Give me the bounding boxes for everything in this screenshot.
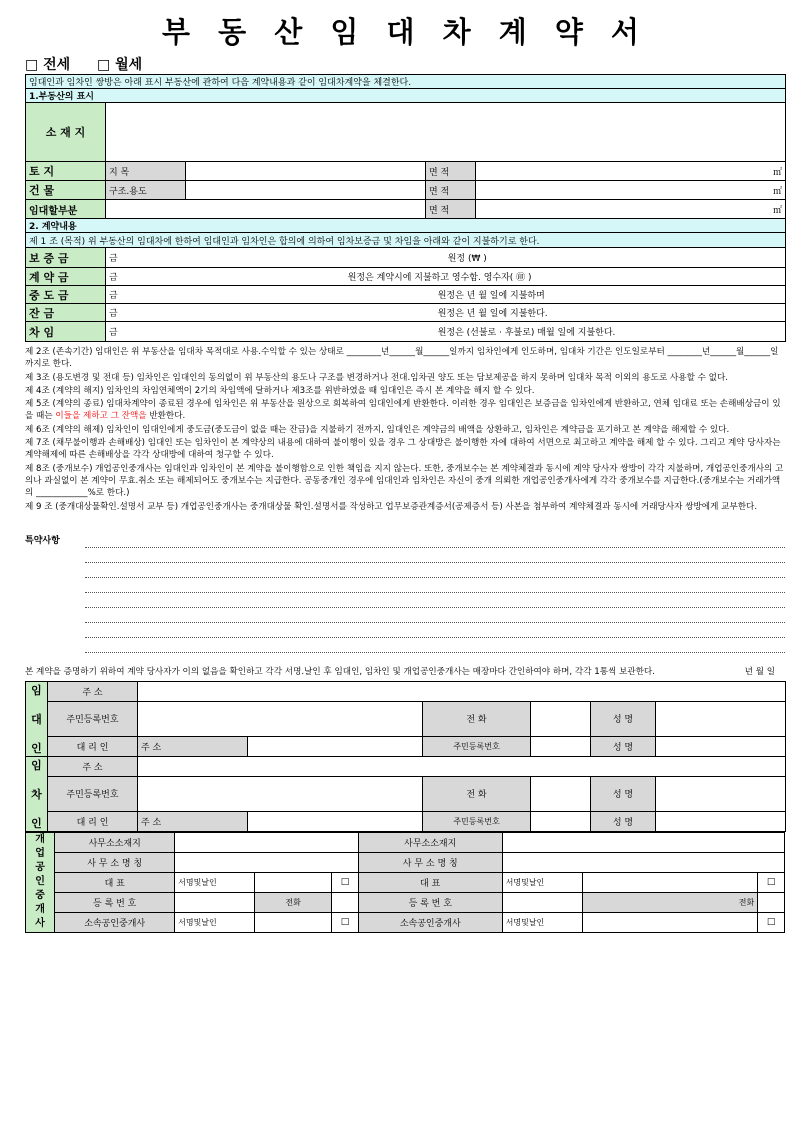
broker2-reg-label: 등 록 번 호 — [358, 892, 502, 912]
special-terms-lines[interactable] — [85, 533, 785, 653]
land-category-field[interactable] — [186, 162, 426, 181]
balance-field[interactable]: 금 원정은 년 월 일에 지불한다. — [106, 304, 786, 322]
lessor-name-field[interactable] — [656, 701, 786, 736]
rent-field[interactable]: 금 원정은 (선불로 · 후불로) 매월 일에 지불한다. — [106, 322, 786, 342]
clause-5: 제 5조 (계약의 종료) 임대차계약이 종료된 경우에 임차인은 위 부동산을 원상으로 회복하여 임대인에게 반환한다. 이러한 경우 임대인은 보증금을 임차인에게 반환하고, 연체 임대료 또는 손해배상금이 있을 때는 이들을 제하고 그 잔액을 반환한다. — [25, 399, 781, 422]
lessor-phone-label: 전 화 — [423, 701, 531, 736]
broker2-office-name-field[interactable] — [502, 852, 784, 872]
building-area-unit[interactable]: ㎡ — [476, 181, 786, 200]
broker1-tel-field[interactable] — [332, 892, 359, 912]
clause-9: 제 9 조 (중개대상물확인.설명서 교부 등) 개업공인중개사는 중개대상물 확인.설명서를 작성하고 업무보증관계증서(공제증서 등) 사본을 첨부하여 계약체결과 동시에 거래당사자 쌍방에게 교부한다. — [25, 501, 758, 512]
intro-text: 임대인과 임차인 쌍방은 아래 표시 부동산에 관하여 다음 계약내용과 같이 임대차계약을 체결한다. — [26, 75, 786, 89]
structure-label: 구조.용도 — [106, 181, 186, 200]
date-line[interactable]: 년 월 일 — [744, 666, 775, 677]
broker1-tel-label: 전화 — [254, 892, 331, 912]
lessee-name-label: 성 명 — [591, 776, 656, 811]
building-area-label: 면 적 — [426, 181, 476, 200]
broker1-sign-label: 서명및날인 — [175, 872, 255, 892]
clause-5-highlight: 이들을 제하고 그 잔액을 — [55, 411, 147, 422]
broker2-tel-field[interactable] — [758, 892, 785, 912]
structure-field[interactable] — [186, 181, 426, 200]
signature-table — [25, 681, 786, 832]
lessee-id-field[interactable] — [138, 776, 423, 811]
confirmation-text: 본 계약을 증명하기 위하여 계약 당사자가 이의 없음을 확인하고 각각 서명.날인 후 임대인, 임차인 및 개업공인중개사는 매장마다 간인하여야 하며, 각각 1통씩 보관한다. 년 월 일 — [25, 666, 775, 677]
lessee-address-field[interactable] — [138, 756, 786, 776]
middle-payment-field[interactable]: 금 원정은 년 월 일에 지불하며 — [106, 286, 786, 304]
location-field[interactable] — [106, 103, 786, 162]
broker2-affiliated-label: 소속공인중개사 — [358, 912, 502, 932]
special-terms — [25, 533, 785, 653]
lessee-agent-name-label: 성 명 — [591, 811, 656, 831]
lessor-name-label: 성 명 — [591, 701, 656, 736]
broker2-office-addr-field[interactable] — [502, 832, 784, 852]
lessee-address-label: 주 소 — [48, 756, 138, 776]
contract-payment-field[interactable]: 금 원정은 계약시에 지불하고 영수함. 영수자( ㊞ ) — [106, 268, 786, 286]
broker1-sign-field[interactable] — [254, 872, 331, 892]
lessee-label: 임 차 인 — [26, 756, 48, 831]
broker2-rep-label: 대 표 — [358, 872, 502, 892]
clause-8: 제 8조 (중개보수) 개업공인중개사는 임대인과 임차인이 본 계약을 불이행함으로 인한 책임을 지지 않는다. 또한, 중개보수는 본 계약체결과 동시에 계약 당사자 쌍방이 각각 지불하며, 개업공인중개사의 고의나 과실없이 본 계약이 무효.취소 또는 해제되어도 중개보수는 지급한다. 공동중개인 경우에 임대인과 임차인은 자신이 중개 의뢰한 개업공인중개사에게 각각 중개보수를 지급한다.(중개보수는 거래가액의 ____________%로 한다.) — [25, 463, 784, 499]
contract-payment-label: 계 약 금 — [26, 268, 106, 286]
lessor-phone-field[interactable] — [531, 701, 591, 736]
lessor-agent-addr-field[interactable] — [248, 736, 423, 756]
clause-2: 제 2조 (존속기간) 임대인은 위 부동산을 임대차 목적대로 사용.수익할 수 있는 상태로 ________년______월______일까지 임차인에게 인도하며, 임대차 기간은 인도일로부터 ________년______월______일까지로 한다. — [25, 347, 779, 370]
lease-area-unit[interactable]: ㎡ — [476, 200, 786, 219]
rental-type-options — [25, 56, 785, 74]
lessee-agent-addr-label: 주 소 — [138, 811, 248, 831]
lessor-address-label: 주 소 — [48, 681, 138, 701]
broker2-affiliated-checkbox[interactable]: □ — [758, 912, 785, 932]
broker1-affiliated-sign-label: 서명및날인 — [175, 912, 255, 932]
section2-title: 2. 계약내용 — [26, 219, 786, 233]
clause-7: 제 7조 (채무불이행과 손해배상) 임대인 또는 임차인이 본 계약상의 내용에 대하여 불이행이 있을 경우 그 상대방은 불이행한 자에 대하여 서면으로 최고하고 계약을 해제 할 수 있다. 그리고 계약 당사자는 계약해제에 따른 손해배상을 각각 상대방에 대하여 청구할 수 있다. — [25, 438, 781, 461]
lessee-agent-id-label: 주민등록번호 — [423, 811, 531, 831]
lessor-id-field[interactable] — [138, 701, 423, 736]
rental-type-wolse[interactable]: □ 월세 — [97, 57, 143, 73]
clause-3: 제 3조 (용도변경 및 전대 등) 임차인은 임대인의 동의없이 위 부동산의 용도나 구조를 변경하거나 전대.임차권 양도 또는 담보제공을 하지 못하며 임대차 목적 이외의 용도로 사용할 수 없다. — [25, 372, 728, 383]
lessor-agent-id-field[interactable] — [531, 736, 591, 756]
broker1-affiliated-checkbox[interactable]: □ — [332, 912, 359, 932]
broker-label: 개 업 공 인 중 개 사 — [26, 832, 55, 932]
lessor-agent-addr-label: 주 소 — [138, 736, 248, 756]
broker1-reg-field[interactable] — [175, 892, 255, 912]
rental-type-jeonse[interactable]: □ 전세 — [25, 57, 71, 73]
lessee-id-label: 주민등록번호 — [48, 776, 138, 811]
lessee-agent-name-field[interactable] — [656, 811, 786, 831]
lessor-agent-id-label: 주민등록번호 — [423, 736, 531, 756]
lease-area-label: 면 적 — [426, 200, 476, 219]
middle-payment-label: 중 도 금 — [26, 286, 106, 304]
section1-title: 1.부동산의 표시 — [26, 89, 786, 103]
broker2-affiliated-sign-label: 서명및날인 — [502, 912, 582, 932]
broker1-affiliated-field[interactable] — [254, 912, 331, 932]
deposit-field[interactable]: 금 원정 (₩ ) — [106, 248, 786, 268]
deposit-label: 보 증 금 — [26, 248, 106, 268]
land-label: 토 지 — [26, 162, 106, 181]
lessee-agent-id-field[interactable] — [531, 811, 591, 831]
lessor-agent-name-field[interactable] — [656, 736, 786, 756]
location-label: 소 재 지 — [26, 103, 106, 162]
lessor-label: 임 대 인 — [26, 681, 48, 756]
lease-part-label: 임대할부분 — [26, 200, 106, 219]
lessor-id-label: 주민등록번호 — [48, 701, 138, 736]
clause-6: 제 6조 (계약의 해제) 임차인이 임대인에게 중도금(중도금이 없을 때는 잔금)을 지불하기 전까지, 임대인은 계약금의 배액을 상환하고, 임차인은 계약금을 포기하고 본 계약을 해제할 수 있다. — [25, 424, 730, 435]
rent-label: 차 임 — [26, 322, 106, 342]
broker1-office-name-label: 사 무 소 명 칭 — [55, 852, 175, 872]
balance-label: 잔 금 — [26, 304, 106, 322]
land-area-unit[interactable]: ㎡ — [476, 162, 786, 181]
broker2-affiliated-field[interactable] — [582, 912, 758, 932]
lease-part-field[interactable] — [106, 200, 426, 219]
contract-clauses — [25, 346, 785, 513]
broker1-rep-checkbox[interactable]: □ — [332, 872, 359, 892]
land-area-label: 면 적 — [426, 162, 476, 181]
broker1-office-name-field[interactable] — [175, 852, 359, 872]
property-table — [25, 74, 786, 342]
land-category-label: 지 목 — [106, 162, 186, 181]
document-title: 부 동 산 임 대 차 계 약 서 — [162, 15, 648, 49]
broker-table — [25, 832, 785, 933]
broker2-sign-label: 서명및날인 — [502, 872, 582, 892]
lessor-address-field[interactable] — [138, 681, 786, 701]
broker1-reg-label: 등 록 번 호 — [55, 892, 175, 912]
building-label: 건 물 — [26, 181, 106, 200]
broker1-office-addr-label: 사무소소재지 — [55, 832, 175, 852]
broker1-office-addr-field[interactable] — [175, 832, 359, 852]
lessor-agent-name-label: 성 명 — [591, 736, 656, 756]
lessor-agent-label: 대 리 인 — [48, 736, 138, 756]
broker2-office-name-label: 사 무 소 명 칭 — [358, 852, 502, 872]
broker2-sign-field[interactable] — [582, 872, 758, 892]
broker2-rep-checkbox[interactable]: □ — [758, 872, 785, 892]
broker1-affiliated-label: 소속공인중개사 — [55, 912, 175, 932]
lessee-agent-label: 대 리 인 — [48, 811, 138, 831]
lessee-phone-field[interactable] — [531, 776, 591, 811]
clause-4: 제 4조 (계약의 해지) 임차인의 차임연체액이 2기의 차임액에 달하거나 제3조를 위반하였을 때 임대인은 즉시 본 계약을 해지 할 수 있다. — [25, 385, 535, 396]
lessee-name-field[interactable] — [656, 776, 786, 811]
broker1-rep-label: 대 표 — [55, 872, 175, 892]
broker2-reg-field[interactable] — [502, 892, 582, 912]
lessee-phone-label: 전 화 — [423, 776, 531, 811]
article1-text: 제 1 조 (목적) 위 부동산의 임대차에 한하여 임대인과 임차인은 합의에 의하여 임차보증금 및 차임을 아래와 같이 지불하기로 한다. — [26, 233, 786, 248]
broker2-office-addr-label: 사무소소재지 — [358, 832, 502, 852]
broker2-tel-label: 전화 — [582, 892, 758, 912]
special-terms-label: 특약사항 — [25, 535, 60, 546]
lessee-agent-addr-field[interactable] — [248, 811, 423, 831]
